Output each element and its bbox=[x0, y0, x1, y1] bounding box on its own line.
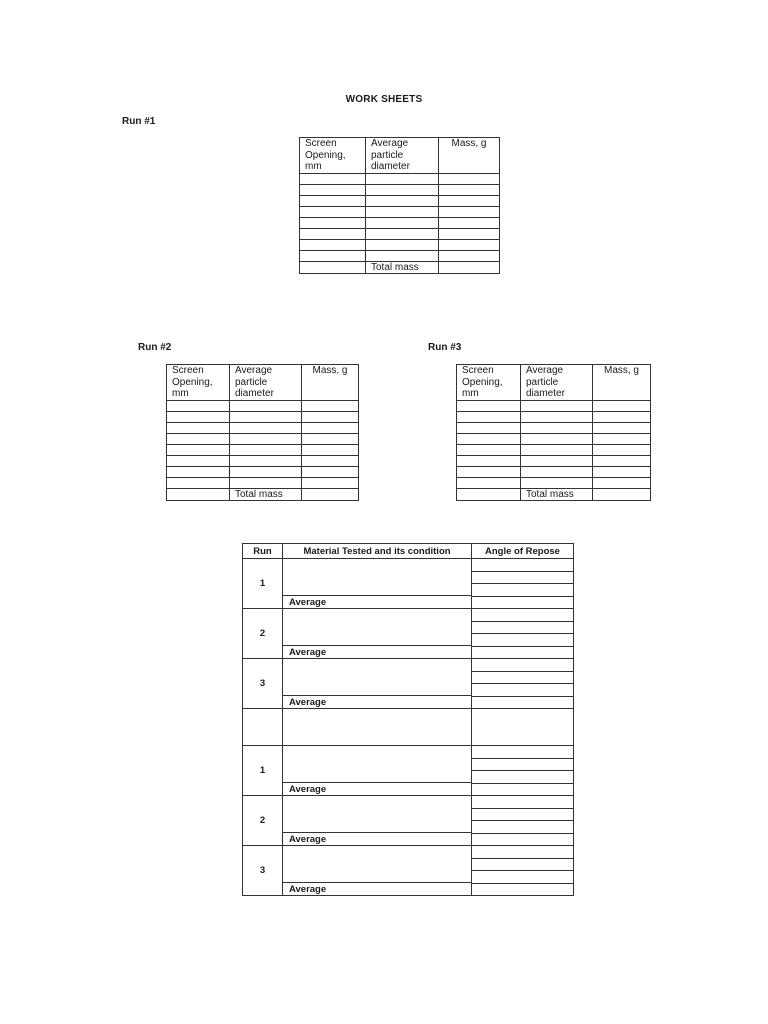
table-row bbox=[300, 195, 500, 206]
table-cell[interactable] bbox=[521, 411, 593, 422]
table-cell[interactable] bbox=[167, 422, 230, 433]
run-2-sieve-table bbox=[166, 364, 359, 501]
run-1-label: Run #1 bbox=[122, 116, 156, 127]
angle-entry[interactable] bbox=[472, 559, 573, 572]
run-block-row bbox=[243, 796, 574, 833]
table-cell[interactable] bbox=[593, 400, 651, 411]
run-1-sieve-table bbox=[299, 137, 500, 274]
angle-cell bbox=[472, 746, 574, 796]
table-row bbox=[167, 433, 359, 444]
header-screen-opening: Screen Opening, mm bbox=[300, 138, 366, 174]
table-cell[interactable] bbox=[283, 709, 472, 746]
table-cell[interactable] bbox=[300, 195, 366, 206]
header-screen-opening: Screen Opening, mm bbox=[457, 365, 521, 401]
header-row bbox=[300, 138, 500, 174]
table-cell[interactable] bbox=[302, 433, 359, 444]
run-block-row bbox=[243, 609, 574, 646]
table-cell[interactable] bbox=[593, 433, 651, 444]
table-row bbox=[457, 433, 651, 444]
table-cell[interactable] bbox=[439, 228, 500, 239]
separator-row bbox=[243, 709, 574, 746]
table-cell[interactable] bbox=[230, 455, 302, 466]
run-number: 3 bbox=[243, 846, 283, 896]
table-row bbox=[457, 477, 651, 488]
table-cell[interactable] bbox=[439, 206, 500, 217]
average-label: Average bbox=[283, 883, 472, 896]
table-cell[interactable] bbox=[302, 444, 359, 455]
angle-entry[interactable] bbox=[472, 884, 573, 896]
material-cell[interactable] bbox=[283, 609, 472, 646]
table-cell[interactable] bbox=[302, 466, 359, 477]
header-average-diameter: Average particle diameter bbox=[521, 365, 593, 401]
header-mass: Mass, g bbox=[593, 365, 651, 401]
angle-entry[interactable] bbox=[472, 796, 573, 809]
table-cell[interactable] bbox=[366, 250, 439, 261]
angle-entry[interactable] bbox=[472, 647, 573, 659]
angle-entry[interactable] bbox=[472, 609, 573, 622]
table-row bbox=[457, 400, 651, 411]
table-row bbox=[300, 184, 500, 195]
table-cell[interactable] bbox=[302, 411, 359, 422]
angle-entry[interactable] bbox=[472, 759, 573, 772]
table-cell[interactable] bbox=[167, 411, 230, 422]
angle-entry[interactable] bbox=[472, 622, 573, 635]
total-row bbox=[457, 488, 651, 501]
run-2-label: Run #2 bbox=[138, 342, 172, 353]
total-mass-label: Total mass bbox=[521, 488, 593, 501]
run-number: 3 bbox=[243, 659, 283, 709]
total-mass-value-cell[interactable] bbox=[593, 488, 651, 501]
table-cell[interactable] bbox=[366, 184, 439, 195]
table-cell[interactable] bbox=[366, 239, 439, 250]
angle-entry[interactable] bbox=[472, 859, 573, 872]
table-cell[interactable] bbox=[521, 444, 593, 455]
table-cell[interactable] bbox=[300, 228, 366, 239]
total-mass-label: Total mass bbox=[230, 488, 302, 501]
header-run: Run bbox=[243, 544, 283, 559]
table-row bbox=[167, 477, 359, 488]
angle-cell bbox=[472, 796, 574, 846]
angle-entry[interactable] bbox=[472, 834, 573, 846]
material-cell[interactable] bbox=[283, 659, 472, 696]
table-row bbox=[300, 206, 500, 217]
total-mass-label: Total mass bbox=[366, 261, 439, 274]
angle-entry[interactable] bbox=[472, 684, 573, 697]
table-cell[interactable] bbox=[167, 477, 230, 488]
table-cell[interactable] bbox=[593, 477, 651, 488]
table-cell[interactable] bbox=[230, 411, 302, 422]
table-cell[interactable] bbox=[167, 488, 230, 501]
table-cell[interactable] bbox=[593, 455, 651, 466]
header-screen-opening: Screen Opening, mm bbox=[167, 365, 230, 401]
table-cell[interactable] bbox=[439, 195, 500, 206]
run-3-label: Run #3 bbox=[428, 342, 462, 353]
header-mass: Mass, g bbox=[439, 138, 500, 174]
table-cell[interactable] bbox=[521, 455, 593, 466]
table-cell[interactable] bbox=[300, 239, 366, 250]
table-cell[interactable] bbox=[230, 433, 302, 444]
table-row bbox=[167, 455, 359, 466]
table-cell[interactable] bbox=[230, 444, 302, 455]
table-cell[interactable] bbox=[230, 477, 302, 488]
table-cell[interactable] bbox=[521, 400, 593, 411]
run-block-row bbox=[243, 846, 574, 883]
angle-entry[interactable] bbox=[472, 584, 573, 597]
header-angle-of-repose: Angle of Repose bbox=[472, 544, 574, 559]
material-cell[interactable] bbox=[283, 559, 472, 596]
table-cell[interactable] bbox=[457, 477, 521, 488]
table-row bbox=[167, 422, 359, 433]
angle-entry[interactable] bbox=[472, 746, 573, 759]
table-cell[interactable] bbox=[302, 422, 359, 433]
table-cell[interactable] bbox=[300, 184, 366, 195]
table-row bbox=[457, 466, 651, 477]
table-row bbox=[167, 444, 359, 455]
table-cell[interactable] bbox=[366, 206, 439, 217]
table-cell[interactable] bbox=[439, 173, 500, 184]
table-cell bbox=[243, 709, 283, 746]
table-cell[interactable] bbox=[457, 455, 521, 466]
total-row bbox=[300, 261, 500, 274]
total-mass-value-cell[interactable] bbox=[439, 261, 500, 274]
header-row bbox=[457, 365, 651, 401]
angle-of-repose-table bbox=[242, 543, 574, 896]
table-cell[interactable] bbox=[439, 184, 500, 195]
table-row bbox=[457, 422, 651, 433]
table-cell[interactable] bbox=[167, 400, 230, 411]
table-cell[interactable] bbox=[300, 250, 366, 261]
angle-entry[interactable] bbox=[472, 572, 573, 585]
header-average-diameter: Average particle diameter bbox=[230, 365, 302, 401]
table-row bbox=[457, 411, 651, 422]
average-label: Average bbox=[283, 833, 472, 846]
table-cell[interactable] bbox=[521, 422, 593, 433]
header-row bbox=[167, 365, 359, 401]
run-3-sieve-table bbox=[456, 364, 651, 501]
angle-entry[interactable] bbox=[472, 697, 573, 709]
total-mass-value-cell[interactable] bbox=[302, 488, 359, 501]
table-cell[interactable] bbox=[167, 444, 230, 455]
table-cell[interactable] bbox=[167, 455, 230, 466]
table-cell[interactable] bbox=[457, 411, 521, 422]
run-block-row bbox=[243, 659, 574, 696]
table-cell[interactable] bbox=[457, 400, 521, 411]
table-cell[interactable] bbox=[593, 422, 651, 433]
table-row bbox=[300, 173, 500, 184]
table-row bbox=[300, 250, 500, 261]
angle-entry[interactable] bbox=[472, 846, 573, 859]
run-block-row bbox=[243, 559, 574, 596]
table-cell[interactable] bbox=[521, 466, 593, 477]
table-cell[interactable] bbox=[366, 173, 439, 184]
table-cell[interactable] bbox=[302, 455, 359, 466]
angle-entry[interactable] bbox=[472, 634, 573, 647]
material-cell[interactable] bbox=[283, 846, 472, 883]
table-cell[interactable] bbox=[439, 250, 500, 261]
table-row bbox=[167, 411, 359, 422]
table-cell[interactable] bbox=[593, 466, 651, 477]
table-row bbox=[300, 217, 500, 228]
table-cell[interactable] bbox=[472, 709, 574, 746]
table-cell[interactable] bbox=[521, 477, 593, 488]
table-cell[interactable] bbox=[593, 411, 651, 422]
page-title: WORK SHEETS bbox=[345, 94, 423, 105]
table-cell[interactable] bbox=[457, 422, 521, 433]
angle-cell bbox=[472, 559, 574, 609]
table-cell[interactable] bbox=[302, 477, 359, 488]
angle-entry[interactable] bbox=[472, 871, 573, 884]
angle-entry[interactable] bbox=[472, 597, 573, 609]
table-cell[interactable] bbox=[457, 433, 521, 444]
table-cell[interactable] bbox=[300, 173, 366, 184]
header-mass: Mass, g bbox=[302, 365, 359, 401]
table-cell[interactable] bbox=[300, 217, 366, 228]
average-label: Average bbox=[283, 696, 472, 709]
table-cell[interactable] bbox=[366, 217, 439, 228]
angle-entry[interactable] bbox=[472, 659, 573, 672]
table-cell[interactable] bbox=[167, 466, 230, 477]
angle-cell bbox=[472, 846, 574, 896]
table-cell[interactable] bbox=[439, 239, 500, 250]
table-cell[interactable] bbox=[302, 400, 359, 411]
angle-entry[interactable] bbox=[472, 672, 573, 685]
table-cell[interactable] bbox=[300, 261, 366, 274]
table-cell[interactable] bbox=[167, 433, 230, 444]
table-cell[interactable] bbox=[366, 195, 439, 206]
material-cell[interactable] bbox=[283, 796, 472, 833]
run-number: 2 bbox=[243, 609, 283, 659]
table-cell[interactable] bbox=[366, 228, 439, 239]
table-row bbox=[167, 400, 359, 411]
table-cell[interactable] bbox=[230, 466, 302, 477]
header-average-diameter: Average particle diameter bbox=[366, 138, 439, 174]
average-label: Average bbox=[283, 783, 472, 796]
header-material: Material Tested and its condition bbox=[283, 544, 472, 559]
table-row bbox=[457, 455, 651, 466]
table-row bbox=[167, 466, 359, 477]
table-cell[interactable] bbox=[457, 488, 521, 501]
table-cell[interactable] bbox=[457, 444, 521, 455]
total-row bbox=[167, 488, 359, 501]
table-cell[interactable] bbox=[300, 206, 366, 217]
header-row bbox=[243, 544, 574, 559]
angle-entry[interactable] bbox=[472, 771, 573, 784]
table-cell[interactable] bbox=[521, 433, 593, 444]
angle-entry[interactable] bbox=[472, 809, 573, 822]
table-cell[interactable] bbox=[230, 400, 302, 411]
table-cell[interactable] bbox=[230, 422, 302, 433]
material-cell[interactable] bbox=[283, 746, 472, 783]
run-number: 1 bbox=[243, 746, 283, 796]
average-label: Average bbox=[283, 646, 472, 659]
angle-cell bbox=[472, 659, 574, 709]
table-cell[interactable] bbox=[457, 466, 521, 477]
table-cell[interactable] bbox=[593, 444, 651, 455]
run-block-row bbox=[243, 746, 574, 783]
table-cell[interactable] bbox=[439, 217, 500, 228]
angle-cell bbox=[472, 609, 574, 659]
run-number: 1 bbox=[243, 559, 283, 609]
angle-entry[interactable] bbox=[472, 821, 573, 834]
average-label: Average bbox=[283, 596, 472, 609]
table-row bbox=[300, 228, 500, 239]
run-number: 2 bbox=[243, 796, 283, 846]
table-row bbox=[457, 444, 651, 455]
table-row bbox=[300, 239, 500, 250]
angle-entry[interactable] bbox=[472, 784, 573, 796]
